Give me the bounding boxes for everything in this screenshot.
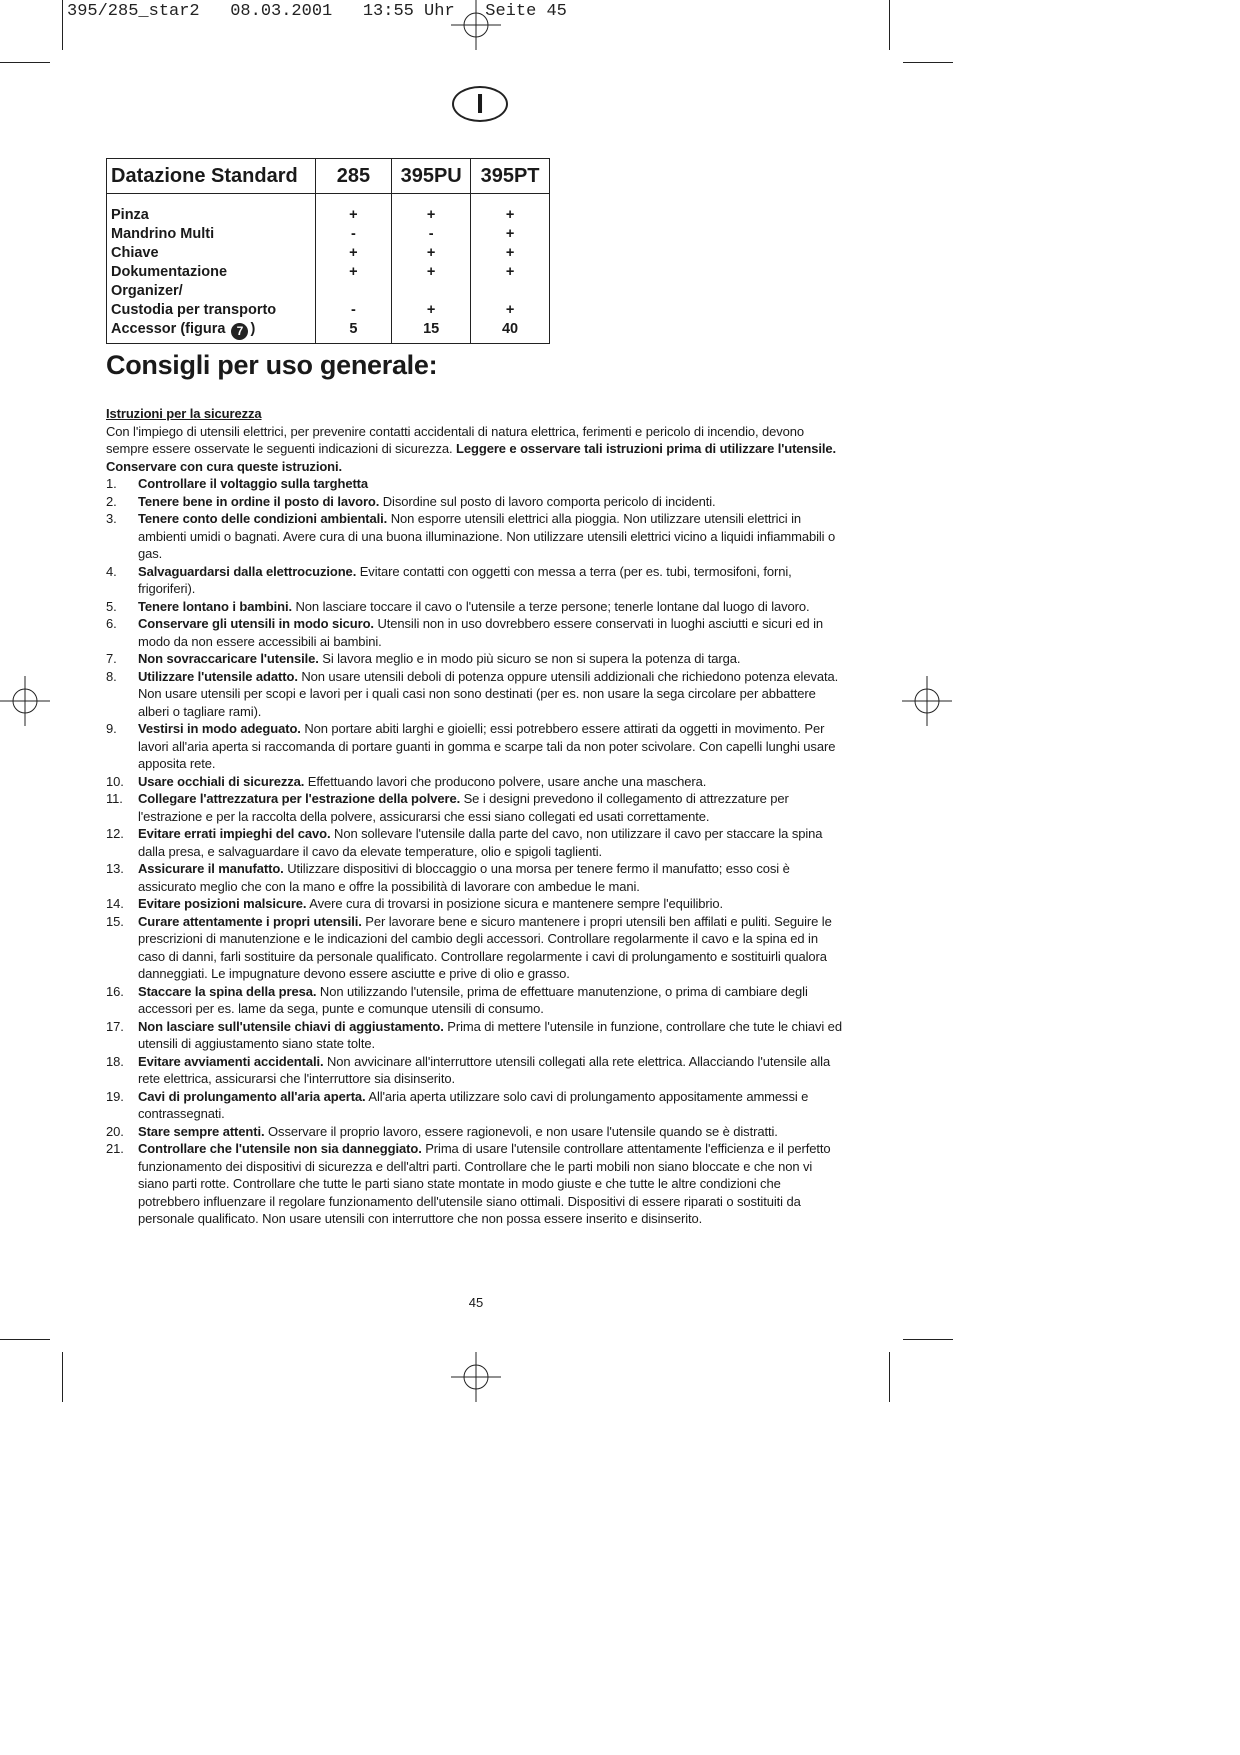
safety-rule-title: Controllare che l'utensile non sia danneggiato. <box>138 1141 422 1156</box>
safety-rule-number: 9. <box>106 721 117 736</box>
safety-rule-text: Non utilizzando l'utensile, prima de effettuare manutenzione, o prima di cambiare degli accessori per es. lame da sega, punte e comunque utensili di consumo. <box>138 983 808 1016</box>
table-cell <box>475 282 545 301</box>
safety-rule-number: 2. <box>106 493 117 509</box>
safety-rule-title: Vestirsi in modo adeguato. <box>138 721 301 736</box>
safety-rule-number: 19. <box>106 1088 124 1104</box>
safety-rule-text: Avere cura di trovarsi in posizione sicura e mantenere sempre l'equilibrio. <box>309 896 724 911</box>
table-cell: 40 <box>501 321 519 337</box>
safety-intro-text: Con l'impiego di utensili elettrici, per prevenire contatti accidentali di natura elettrica, ferimenti e pericolo di incendio, devono sempre essere osservate le seguenti indicazioni di sicurezza. <box>106 423 805 456</box>
accessor-label-text: Accessor (figura <box>111 321 226 337</box>
safety-rule-title: Curare attentamente i propri utensili. <box>138 913 362 929</box>
safety-rule-item <box>106 510 846 563</box>
safety-subheading: Istruzioni per la sicurezza <box>106 406 262 421</box>
safety-rule-item <box>106 650 846 668</box>
safety-rule-number: 3. <box>106 511 117 526</box>
crop-mark-bottom-left-h <box>0 1339 50 1340</box>
safety-rule-number: 6. <box>106 616 117 631</box>
safety-rule-text: Non avvicinare all'interruttore utensili collegati alla rete elettrica. Allacciando l'utensile alla rete elettrica, assicurarsi che l'interruttore sia disinserito. <box>138 1053 831 1086</box>
safety-rule-title: Cavi di prolungamento all'aria aperta. <box>138 1088 366 1104</box>
table-cell <box>396 282 466 301</box>
safety-rule-title: Evitare avviamenti accidentali. <box>138 1053 324 1069</box>
safety-rule-title: Utilizzare l'utensile adatto. <box>138 668 298 684</box>
table-column-labels <box>107 194 316 344</box>
safety-rule-number: 18. <box>106 1053 124 1069</box>
safety-rule-text: Prima di mettere l'utensile in funzione, controllare che tute le chiavi ed utensili di aggiustamento siano state tolte. <box>138 1018 842 1051</box>
safety-rule-text: Utensili non in uso dovrebbero essere conservati in luoghi asciutti e sicuri ed in modo da non essere accessibili ai bambini. <box>138 616 824 649</box>
print-slug-header: 395/285_star2 08.03.2001 13:55 Uhr Seite 45 <box>67 2 567 21</box>
table-column-395pt <box>471 194 550 344</box>
table-cell: + <box>349 207 358 223</box>
registration-mark-bottom-icon <box>451 1352 501 1402</box>
table-row-label: Custodia per transporto <box>111 302 277 318</box>
safety-rule-item <box>106 913 846 983</box>
safety-rule-item <box>106 475 846 493</box>
safety-rule-number: 14. <box>106 896 124 911</box>
table-row-label: Chiave <box>111 245 159 261</box>
safety-rule-item <box>106 1123 846 1141</box>
table-cell: + <box>426 207 436 223</box>
section-title: Consigli per uso generale: <box>106 350 438 380</box>
safety-rule-item <box>106 598 846 616</box>
safety-rule-title: Usare occhiali di sicurezza. <box>138 773 305 789</box>
table-row-label-accessor <box>111 320 311 339</box>
table-row-label: Mandrino Multi <box>111 226 215 242</box>
table-cell: + <box>349 245 358 261</box>
crop-mark-top-left-v <box>62 0 63 50</box>
safety-rule-number: 8. <box>106 668 117 684</box>
safety-rule-number: 21. <box>106 1141 124 1156</box>
safety-rule-text: Non usare utensili deboli di potenza oppure utensili addizionali che richiedono potenza elevata. Non usare utensili per scopi e lavori per i quali casi non sono destinati (per es. non usare la sega circolare per abbattere alberi o tagliare rami). <box>138 668 839 719</box>
safety-rule-text: Per lavorare bene e sicuro mantenere i propri utensili ben affilati e puliti. Seguire le prescrizioni di manutenzione e le indicazioni del cambio degli accessori. Controllare regolarmente il cavo e la spina ed in caso di danni, farli sostituire da personale qualificato. Controllare regolarmente i cavi di prolungamento e sostituirli qualora danneggiati. Le impugnature devono essere asciutte e prive di olio e grasso. <box>138 913 832 981</box>
safety-rule-item <box>106 773 846 791</box>
safety-rule-item <box>106 493 846 511</box>
safety-rule-title: Salvaguardarsi dalla elettrocuzione. <box>138 563 357 579</box>
safety-rule-text: Utilizzare dispositivi di bloccaggio o una morsa per tenere fermo il manufatto; esso cosi è assicurato meglio che con la mano e offre la possibilità di lavorare con ambedue le mani. <box>138 861 790 894</box>
safety-intro-bold: Leggere e osservare tali istruzioni prima di utilizzare l'utensile. Conservare con cura queste istruzioni. <box>106 441 837 474</box>
table-cell: + <box>505 226 515 242</box>
crop-mark-top-right-h <box>903 62 953 63</box>
safety-rule-text: Si lavora meglio e in modo più sicuro se non si supera la potenza di targa. <box>322 651 741 666</box>
table-cell: + <box>349 264 358 280</box>
safety-rule-text: All'aria aperta utilizzare solo cavi di prolungamento appositamente ammessi e contrassegnati. <box>138 1088 809 1121</box>
safety-rule-item <box>106 860 846 895</box>
table-cell: + <box>426 264 436 280</box>
crop-mark-top-left-h <box>0 62 50 63</box>
safety-rule-title: Controllare il voltaggio sulla targhetta <box>138 476 369 491</box>
table-cell: + <box>426 302 436 318</box>
registration-mark-top-icon <box>451 0 501 50</box>
table-row-label: Organizer/ <box>111 283 183 299</box>
table-header-row <box>107 159 550 194</box>
table-cell: 5 <box>349 321 358 337</box>
safety-rule-number: 12. <box>106 826 124 841</box>
table-cell: - <box>428 226 434 242</box>
safety-intro <box>106 423 846 476</box>
table-cell: + <box>505 245 515 261</box>
safety-rule-title: Evitare errati impieghi del cavo. <box>138 826 331 841</box>
safety-rule-title: Non lasciare sull'utensile chiavi di aggiustamento. <box>138 1018 444 1034</box>
safety-rule-number: 4. <box>106 563 117 579</box>
table-cell: 15 <box>423 321 440 337</box>
safety-rule-item <box>106 1088 846 1123</box>
safety-rule-item <box>106 1053 846 1088</box>
table-header-cell: Datazione Standard <box>107 159 316 194</box>
crop-mark-bottom-left-v <box>62 1352 63 1402</box>
safety-rule-title: Staccare la spina della presa. <box>138 983 317 999</box>
safety-rule-title: Non sovraccaricare l'utensile. <box>138 651 319 666</box>
safety-rule-item <box>106 668 846 721</box>
safety-rule-title: Stare sempre attenti. <box>138 1123 265 1139</box>
table-cell: - <box>350 226 356 242</box>
table-header-cell: 285 <box>315 159 392 194</box>
safety-rule-text: Non sollevare l'utensile dalla parte del cavo, non utilizzare il cavo per staccare la spina dalla presa, e salvaguardare il cavo da elevate temperature, olio e spigoli taglienti. <box>138 826 823 859</box>
table-body <box>107 194 550 344</box>
safety-rule-number: 10. <box>106 773 124 789</box>
crop-mark-bottom-right-v <box>889 1352 890 1402</box>
figure-number-badge: 7 <box>231 323 248 340</box>
safety-rule-title: Evitare posizioni malsicure. <box>138 896 307 911</box>
safety-instructions <box>106 405 846 1228</box>
safety-rule-title: Tenere bene in ordine il posto di lavoro. <box>138 493 380 509</box>
safety-rule-number: 17. <box>106 1018 124 1034</box>
table-row-label: Pinza <box>111 207 149 223</box>
table-cell: + <box>426 245 436 261</box>
safety-rule-item <box>106 563 846 598</box>
safety-rule-title: Conservare gli utensili in modo sicuro. <box>138 616 374 631</box>
registration-mark-left-icon <box>0 676 50 726</box>
safety-rule-text: Effettuando lavori che producono polvere, usare anche una maschera. <box>307 773 707 789</box>
accessor-label-suffix: ) <box>250 321 256 337</box>
table-cell: + <box>505 264 515 280</box>
safety-rule-item <box>106 1018 846 1053</box>
safety-rule-number: 11. <box>106 791 123 806</box>
table-header-cell: 395PU <box>392 159 471 194</box>
safety-rule-text: Non lasciare toccare il cavo o l'utensile a terze persone; tenerle lontane dal luogo di lavoro. <box>295 598 810 614</box>
crop-mark-top-right-v <box>889 0 890 50</box>
safety-rule-title: Collegare l'attrezzatura per l'estrazione della polvere. <box>138 791 461 806</box>
safety-rule-number: 13. <box>106 861 124 876</box>
safety-rule-item <box>106 825 846 860</box>
safety-rule-number: 1. <box>106 476 117 491</box>
registration-mark-right-icon <box>902 676 952 726</box>
standard-equipment-table <box>106 158 550 344</box>
safety-rule-text: Prima di usare l'utensile controllare attentamente l'efficienza e il perfetto funzionamento dei dispositivi di sicurezza e dell'altri parti. Controllare che le parti mobili non siano bloccate e che non vi siano parti rotte. Controllare che tutte le parti siano state montate in modo giuste e che tutte le altre condizioni che potrebbero influenzare il regolare funzionamento dell'utensile siano ottimali. Dispositivi di essere riparati o sostituiti da personale qualificato. Non usare utensili con interruttore che non possa essere inserito e disinserito. <box>138 1141 831 1226</box>
safety-rule-item <box>106 720 846 773</box>
safety-rule-text: Se i designi prevedono il collegamento di attrezzature per l'estrazione e per la raccolta della polvere, assicurarsi che essi siano collegati ed usati correttamente. <box>138 791 789 824</box>
safety-rule-item <box>106 895 846 913</box>
safety-rule-title: Tenere conto delle condizioni ambientali. <box>138 511 388 526</box>
safety-rule-title: Assicurare il manufatto. <box>138 861 284 876</box>
table-row-label: Dokumentazione <box>111 264 228 280</box>
safety-rule-number: 20. <box>106 1123 124 1139</box>
table-column-395pu <box>392 194 471 344</box>
safety-rule-text: Disordine sul posto di lavoro comporta pericolo di incidenti. <box>382 493 716 509</box>
safety-rule-number: 15. <box>106 913 124 929</box>
table-cell: + <box>505 302 515 318</box>
safety-rule-item <box>106 983 846 1018</box>
table-column-285 <box>315 194 392 344</box>
table-cell: + <box>505 207 515 223</box>
table-header-cell: 395PT <box>471 159 550 194</box>
safety-rule-title: Tenere lontano i bambini. <box>138 598 292 614</box>
safety-rule-item <box>106 790 846 825</box>
safety-rule-number: 16. <box>106 983 124 999</box>
safety-rule-number: 5. <box>106 598 117 614</box>
safety-rule-item <box>106 1140 846 1228</box>
safety-rule-text: Evitare contatti con oggetti con messa a terra (per es. tubi, termosifoni, forni, frigoriferi). <box>138 563 792 596</box>
table-cell <box>320 282 388 301</box>
safety-rule-number: 7. <box>106 651 117 666</box>
safety-rule-text: Non esporre utensili elettrici alla pioggia. Non utilizzare utensili elettrici in ambienti umidi o bagnati. Avere cura di una buona illuminazione. Non utilizzare utensili elettrici vicino a liquidi infiammabili o gas. <box>138 511 836 561</box>
safety-rule-text: Osservare il proprio lavoro, essere ragionevoli, e non usare l'utensile quando se è distratti. <box>268 1123 778 1139</box>
table-cell: - <box>350 302 356 318</box>
safety-rule-item <box>106 615 846 650</box>
safety-rules-list <box>106 475 846 1228</box>
page-number: 45 <box>468 1295 484 1310</box>
language-badge: I <box>452 86 508 122</box>
safety-rule-text: Non portare abiti larghi e gioielli; essi potrebbero essere attirati da oggetti in movimento. Per lavori all'aria aperta si raccomanda di portare guanti in gomma e scarpe tali da non poter scivolare. Con capelli lunghi usare apposita rete. <box>138 721 836 771</box>
crop-mark-bottom-right-h <box>903 1339 953 1340</box>
